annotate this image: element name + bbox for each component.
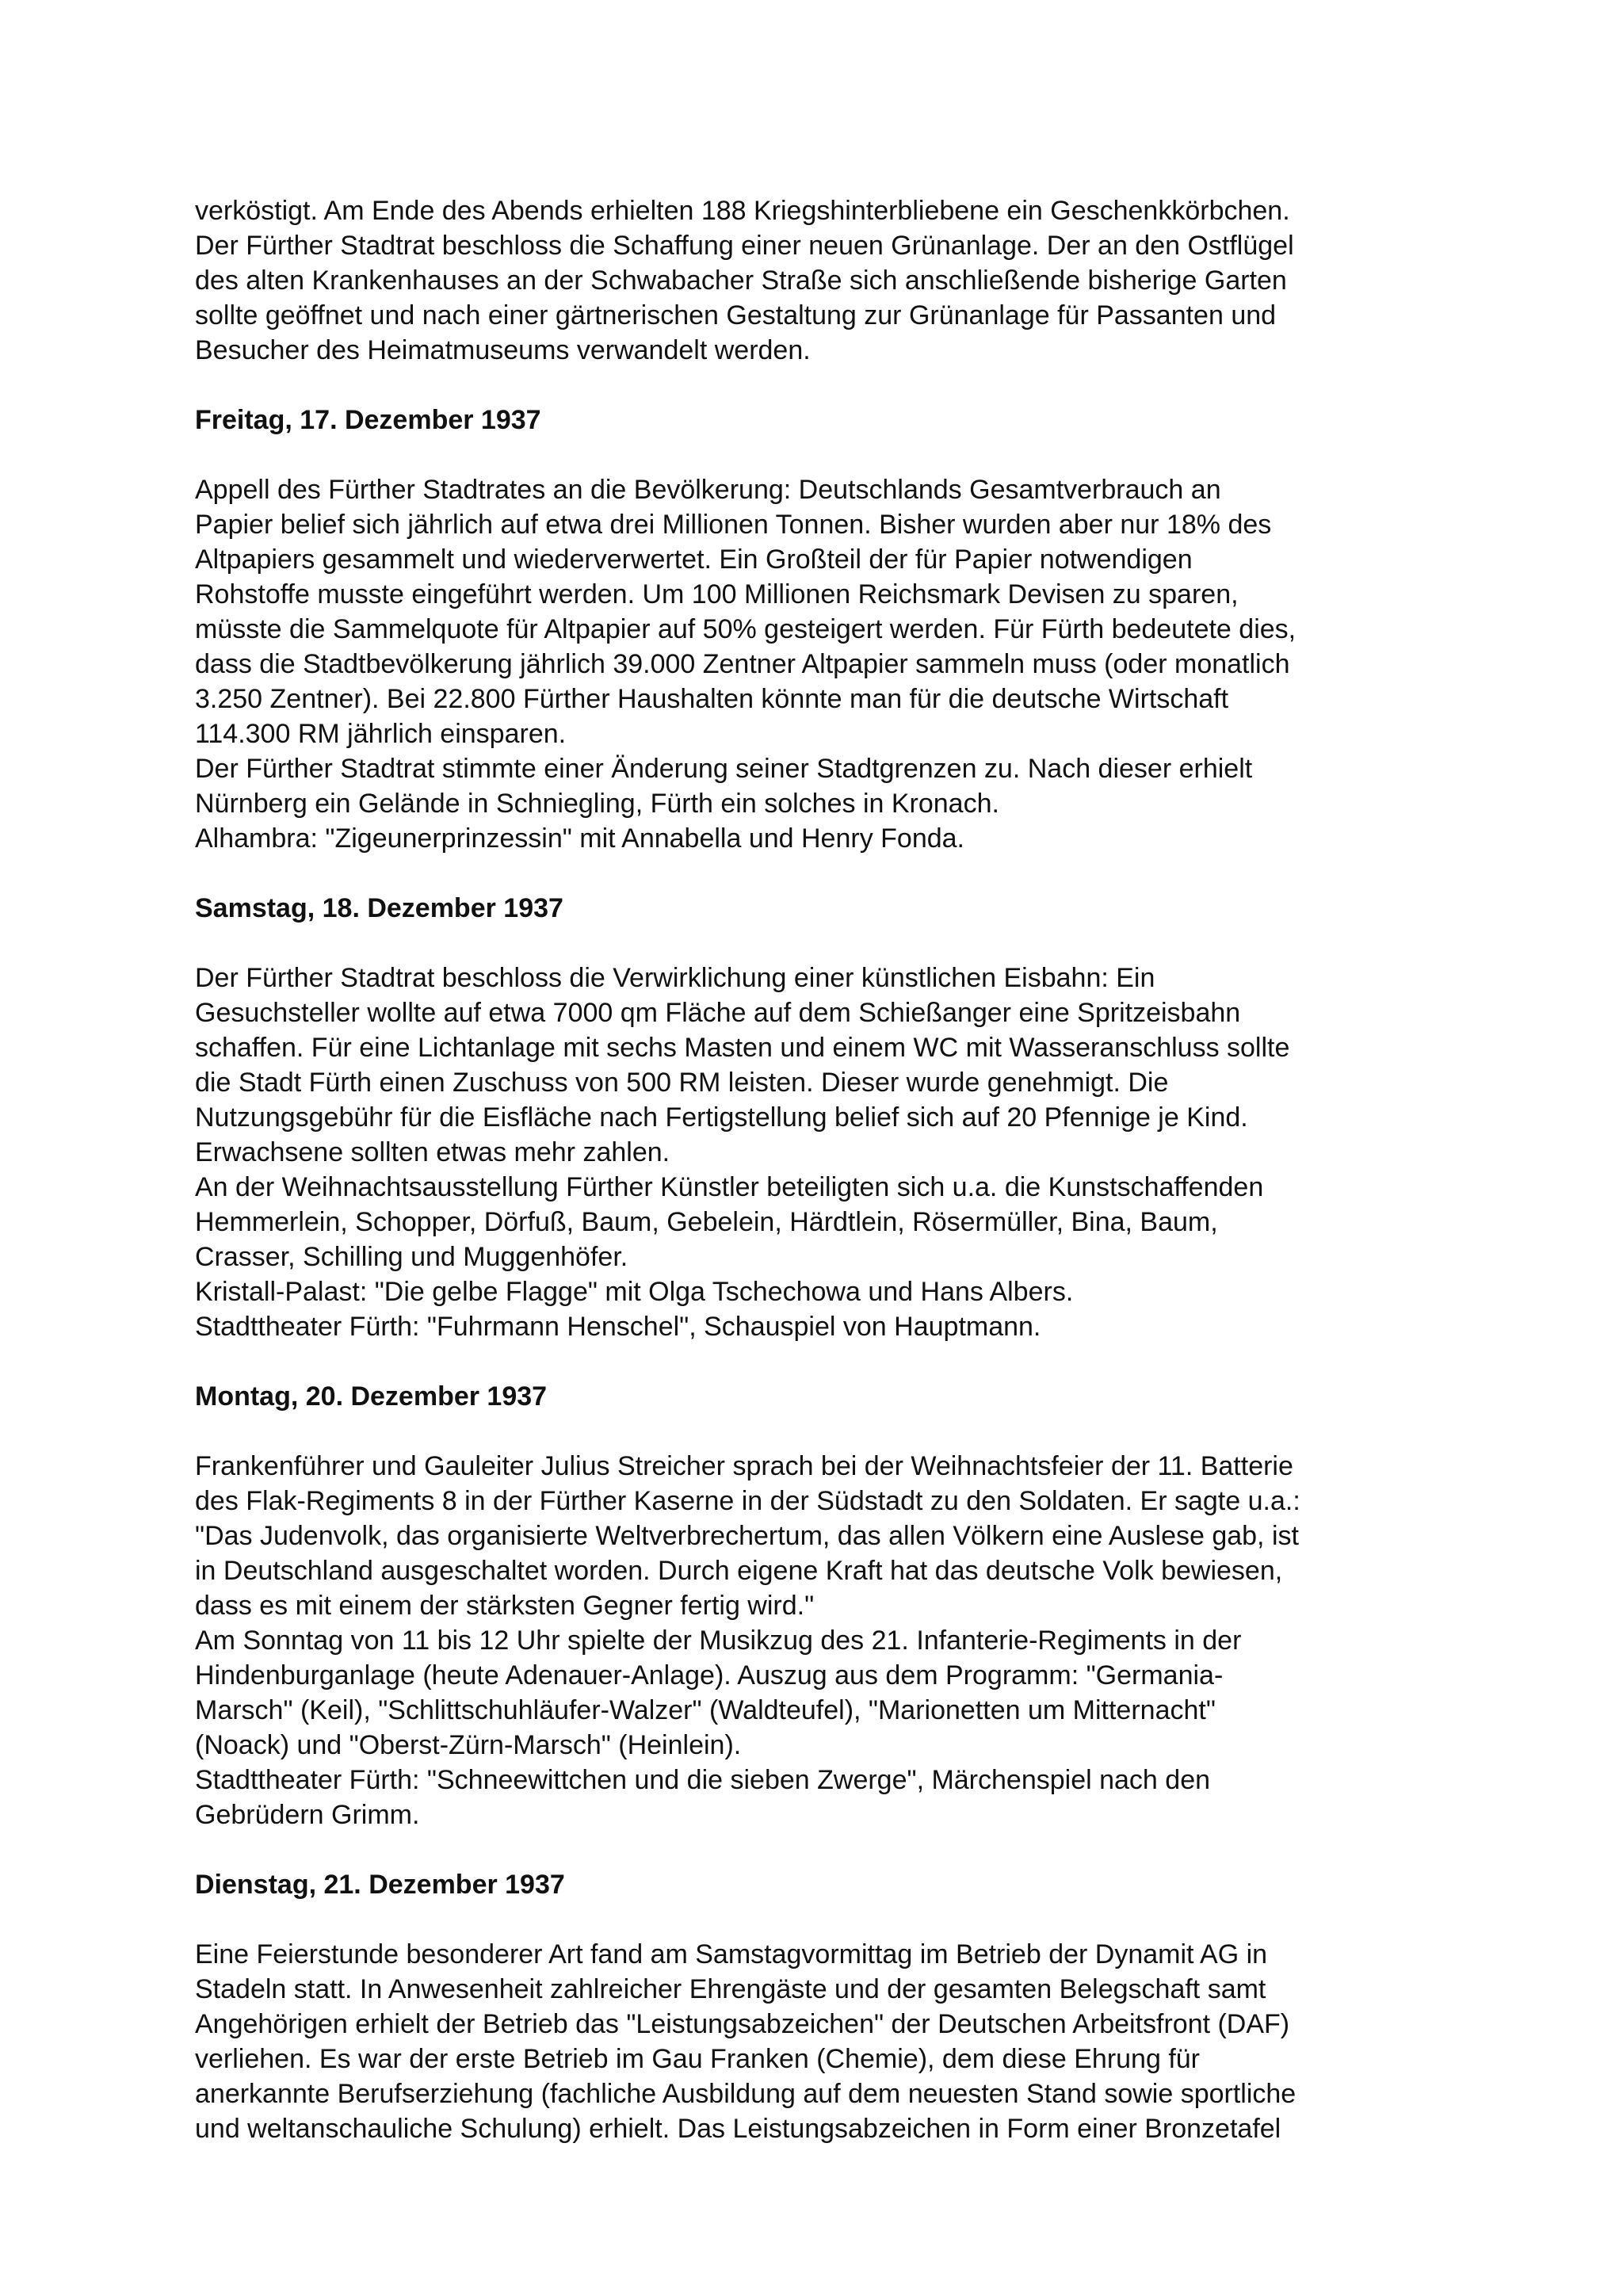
text-line: Alhambra: "Zigeunerprinzessin" mit Annabella und Henry Fonda. [195,823,964,854]
text-line: Gebrüdern Grimm. [195,1800,420,1830]
text-line: Am Sonntag von 11 bis 12 Uhr spielte der Musikzug des 21. Infanterie-Regiments in der [195,1626,1242,1656]
text-line: Der Fürther Stadtrat beschloss die Verwirklichung einer künstlichen Eisbahn: Ein [195,963,1155,993]
text-line: schaffen. Für eine Lichtanlage mit sechs Masten und einem WC mit Wasseranschluss sollte [195,1033,1290,1063]
entry-paragraph [195,961,1479,1344]
date-heading: Montag, 20. Dezember 1937 [195,1381,548,1412]
entry-paragraph [195,472,1479,856]
text-line: in Deutschland ausgeschaltet worden. Durch eigene Kraft hat das deutsche Volk bewiesen, [195,1556,1283,1586]
text-line: Stadttheater Fürth: "Fuhrmann Henschel", Schauspiel von Hauptmann. [195,1312,1041,1342]
text-line: Kristall-Palast: "Die gelbe Flagge" mit Olga Tschechowa und Hans Albers. [195,1277,1074,1307]
entry-paragraph [195,1937,1479,2146]
text-line: Stadeln statt. In Anwesenheit zahlreicher Ehrengäste und der gesamten Belegschaft samt [195,1974,1266,2004]
text-line: Rohstoffe musste eingeführt werden. Um 100 Millionen Reichsmark Devisen zu sparen, [195,579,1239,609]
text-line: Hemmerlein, Schopper, Dörfuß, Baum, Gebelein, Härdtlein, Rösermüller, Bina, Baum, [195,1207,1218,1237]
text-line: Papier belief sich jährlich auf etwa drei Millionen Tonnen. Bisher wurden aber nur 18% des [195,510,1272,540]
text-line: Marsch" (Keil), "Schlittschuhläufer-Walzer" (Waldteufel), "Marionetten um Mitternacht" [195,1695,1216,1725]
date-heading: Samstag, 18. Dezember 1937 [195,893,563,923]
text-line: verliehen. Es war der erste Betrieb im Gau Franken (Chemie), dem diese Ehrung für [195,2044,1200,2074]
entry-paragraph [195,1449,1479,1832]
text-line: Stadttheater Fürth: "Schneewittchen und die sieben Zwerge", Märchenspiel nach den [195,1765,1211,1795]
intro-paragraph [195,193,1479,368]
text-line: Nürnberg ein Gelände in Schniegling, Fürth ein solches in Kronach. [195,789,999,819]
text-line: Der Fürther Stadtrat beschloss die Schaffung einer neuen Grünanlage. Der an den Ostflügel [195,231,1294,261]
text-line: Gesuchsteller wollte auf etwa 7000 qm Fläche auf dem Schießanger eine Spritzeisbahn [195,998,1241,1028]
text-line: Hindenburganlage (heute Adenauer-Anlage). Auszug aus dem Programm: "Germania- [195,1660,1224,1690]
text-line: "Das Judenvolk, das organisierte Weltverbrechertum, das allen Völkern eine Auslese gab, ist [195,1521,1299,1551]
text-line: Eine Feierstunde besonderer Art fand am Samstagvormittag im Betrieb der Dynamit AG in [195,1939,1268,1969]
date-heading: Dienstag, 21. Dezember 1937 [195,1870,565,1900]
text-line: anerkannte Berufserziehung (fachliche Ausbildung auf dem neuesten Stand sowie sportliche [195,2079,1296,2109]
text-line: dass es mit einem der stärksten Gegner fertig wird." [195,1591,815,1621]
text-line: Der Fürther Stadtrat stimmte einer Änderung seiner Stadtgrenzen zu. Nach dieser erhielt [195,754,1253,784]
text-line: verköstigt. Am Ende des Abends erhielten 188 Kriegshinterbliebene ein Geschenkkörbchen. [195,196,1290,226]
text-line: die Stadt Fürth einen Zuschuss von 500 RM leisten. Dieser wurde genehmigt. Die [195,1068,1169,1098]
text-line: Nutzungsgebühr für die Eisfläche nach Fertigstellung belief sich auf 20 Pfennige je Kind. [195,1102,1248,1133]
text-line: Frankenführer und Gauleiter Julius Streicher sprach bei der Weihnachtsfeier der 11. Batterie [195,1451,1293,1481]
text-line: müsste die Sammelquote für Altpapier auf 50% gesteigert werden. Für Fürth bedeutete dies, [195,614,1296,644]
date-heading: Freitag, 17. Dezember 1937 [195,405,541,435]
text-line: Erwachsene sollten etwas mehr zahlen. [195,1137,670,1167]
text-line: sollte geöffnet und nach einer gärtnerischen Gestaltung zur Grünanlage für Passanten und [195,300,1277,330]
text-line: Angehörigen erhielt der Betrieb das "Leistungsabzeichen" der Deutschen Arbeitsfront (DAF) [195,2009,1290,2039]
text-line: des alten Krankenhauses an der Schwabacher Straße sich anschließende bisherige Garten [195,266,1287,296]
document-page [195,193,1479,2146]
text-line: Appell des Fürther Stadtrates an die Bevölkerung: Deutschlands Gesamtverbrauch an [195,475,1221,505]
text-line: Crasser, Schilling und Muggenhöfer. [195,1242,628,1272]
text-line: 3.250 Zentner). Bei 22.800 Fürther Haushalten könnte man für die deutsche Wirtschaft [195,684,1229,714]
text-line: 114.300 RM jährlich einsparen. [195,719,567,749]
text-line: des Flak-Regiments 8 in der Fürther Kaserne in der Südstadt zu den Soldaten. Er sagte u.a.: [195,1486,1300,1516]
text-line: dass die Stadtbevölkerung jährlich 39.000 Zentner Altpapier sammeln muss (oder monatlich [195,649,1290,679]
text-line: Besucher des Heimatmuseums verwandelt werden. [195,335,811,365]
text-line: (Noack) und "Oberst-Zürn-Marsch" (Heinlein). [195,1730,742,1760]
text-line: Altpapiers gesammelt und wiederverwertet. Ein Großteil der für Papier notwendigen [195,544,1193,575]
text-line: und weltanschauliche Schulung) erhielt. Das Leistungsabzeichen in Form einer Bronzetafel [195,2114,1281,2144]
text-line: An der Weihnachtsausstellung Fürther Künstler beteiligten sich u.a. die Kunstschaffenden [195,1172,1264,1202]
